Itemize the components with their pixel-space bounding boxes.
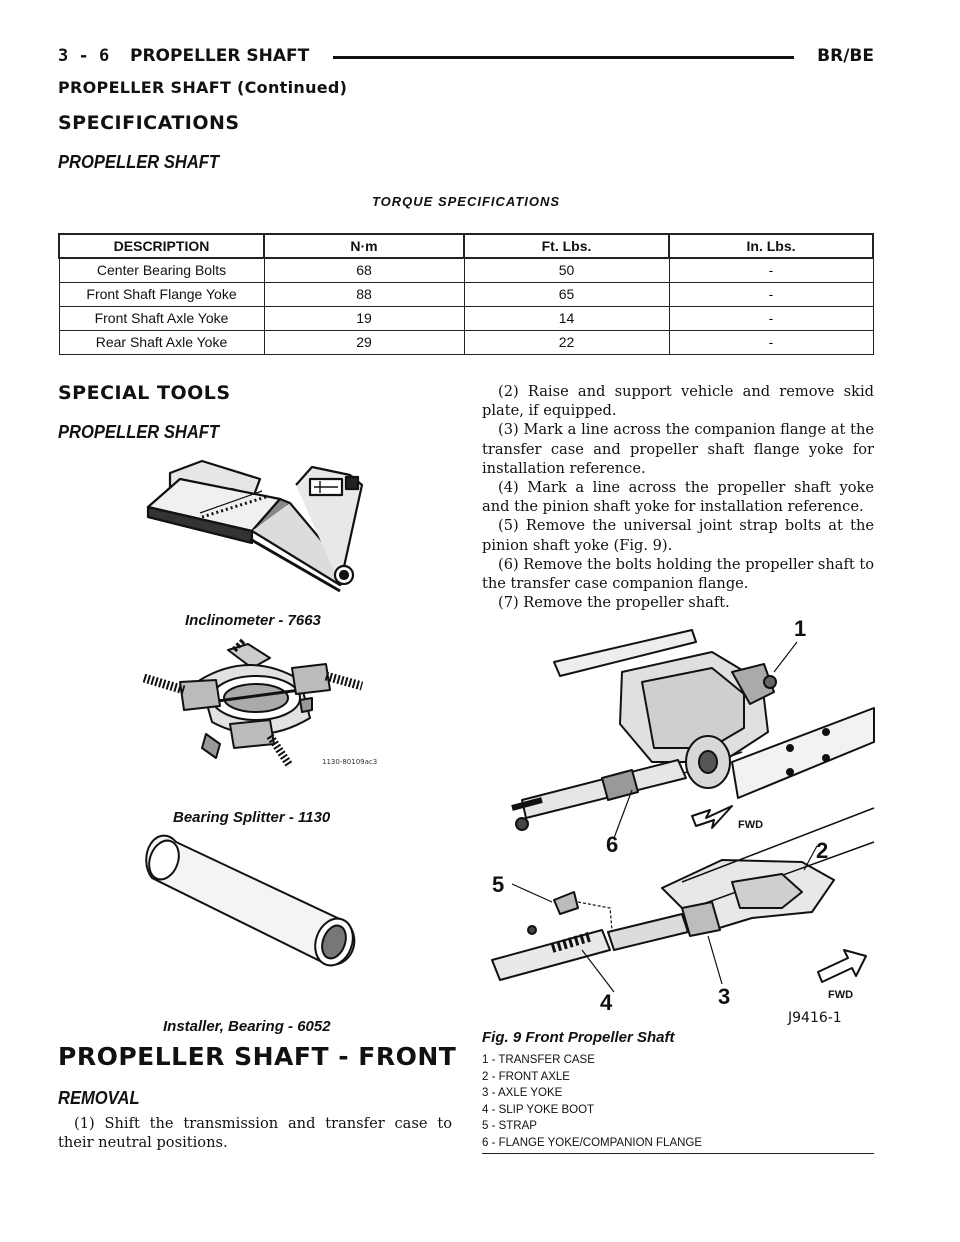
table-cell: Front Shaft Flange Yoke xyxy=(59,282,264,306)
front-section-heading: PROPELLER SHAFT - FRONT xyxy=(58,1042,457,1071)
callout-5: 5 xyxy=(492,872,505,897)
tool-caption-inclinometer: Inclinometer - 7663 xyxy=(185,612,321,629)
column-header: DESCRIPTION xyxy=(59,234,264,258)
table-row xyxy=(59,282,873,306)
page-header xyxy=(58,46,874,68)
table-header-row xyxy=(59,234,873,258)
legend-item: 1 - TRANSFER CASE xyxy=(482,1054,595,1066)
table-cell: Center Bearing Bolts xyxy=(59,258,264,282)
figure-legend xyxy=(482,1052,874,1154)
column-header: N·m xyxy=(264,234,464,258)
figure-caption: Fig. 9 Front Propeller Shaft xyxy=(482,1029,675,1046)
table-row xyxy=(59,258,873,282)
tool-caption-bearing-splitter: Bearing Splitter - 1130 xyxy=(173,809,331,826)
inclinometer-illustration xyxy=(140,455,370,600)
removal-steps xyxy=(482,382,874,612)
table-cell: 50 xyxy=(464,258,669,282)
model-code: BR/BE xyxy=(817,46,874,66)
table-cell: 19 xyxy=(264,306,464,330)
header-rule xyxy=(333,56,794,59)
legend-item: 2 - FRONT AXLE xyxy=(482,1070,570,1083)
callout-4: 4 xyxy=(600,990,613,1015)
table-cell: 14 xyxy=(464,306,669,330)
removal-heading: REMOVAL xyxy=(58,1088,140,1108)
legend-item: 5 - STRAP xyxy=(482,1120,537,1132)
table-cell: Front Shaft Axle Yoke xyxy=(59,306,264,330)
specifications-subheading: PROPELLER SHAFT xyxy=(58,152,220,172)
torque-table-caption: TORQUE SPECIFICATIONS xyxy=(371,194,561,209)
table-row xyxy=(59,330,873,354)
specifications-heading: SPECIFICATIONS xyxy=(58,112,240,134)
fwd-label-upper: FWD xyxy=(738,819,764,831)
column-header: Ft. Lbs. xyxy=(464,234,669,258)
callout-1: 1 xyxy=(794,616,807,641)
bearing-splitter-image-code: 1130-80109ac3 xyxy=(322,758,378,766)
table-cell: - xyxy=(669,282,873,306)
legend-item: 3 - AXLE YOKE xyxy=(482,1087,563,1099)
front-propeller-shaft-figure xyxy=(482,612,874,1024)
step-text: (6) Remove the bolts holding the propeller shaft to the transfer case companion flange. xyxy=(482,555,875,593)
step-text: (7) Remove the propeller shaft. xyxy=(498,594,730,612)
step-text: (1) Shift the transmission and transfer case to their neutral positions. xyxy=(58,1115,452,1152)
step-text: (5) Remove the universal joint strap bolts at the pinion shaft yoke (Fig. 9). xyxy=(482,517,874,554)
table-cell: 65 xyxy=(464,282,669,306)
figure-code: J9416-1 xyxy=(788,1010,842,1026)
section-title: PROPELLER SHAFT xyxy=(130,46,310,66)
torque-specifications-table xyxy=(58,233,874,355)
column-header: In. Lbs. xyxy=(669,234,873,258)
tool-caption-bearing-installer: Installer, Bearing - 6052 xyxy=(163,1018,331,1035)
step-text: (4) Mark a line across the propeller shaft yoke and the pinion shaft yoke for installation reference. xyxy=(482,479,874,516)
legend-item: 6 - FLANGE YOKE/COMPANION FLANGE xyxy=(482,1136,703,1149)
table-cell: 68 xyxy=(264,258,464,282)
bearing-splitter-illustration xyxy=(140,640,378,780)
callout-6: 6 xyxy=(606,832,619,857)
table-cell: - xyxy=(669,330,873,354)
step-text: (3) Mark a line across the companion flange at the transfer case and propeller shaft flange yoke for installation reference. xyxy=(482,421,874,477)
table-cell: 88 xyxy=(264,282,464,306)
legend-item: 4 - SLIP YOKE BOOT xyxy=(482,1103,595,1116)
table-cell: Rear Shaft Axle Yoke xyxy=(59,330,264,354)
special-tools-subheading: PROPELLER SHAFT xyxy=(58,422,220,442)
table-cell: 29 xyxy=(264,330,464,354)
callout-3: 3 xyxy=(718,984,731,1009)
page-number: 3 - 6 xyxy=(58,46,110,66)
fwd-label-lower: FWD xyxy=(828,989,854,1001)
step-text: (2) Raise and support vehicle and remove skid plate, if equipped. xyxy=(482,383,874,420)
special-tools-heading: SPECIAL TOOLS xyxy=(58,382,231,404)
table-cell: - xyxy=(669,258,873,282)
table-row xyxy=(59,306,873,330)
callout-2: 2 xyxy=(816,838,829,863)
table-cell: 22 xyxy=(464,330,669,354)
removal-step-1 xyxy=(58,1114,452,1152)
bearing-installer-illustration xyxy=(140,838,370,998)
table-cell: - xyxy=(669,306,873,330)
continued-title: PROPELLER SHAFT (Continued) xyxy=(58,78,348,97)
